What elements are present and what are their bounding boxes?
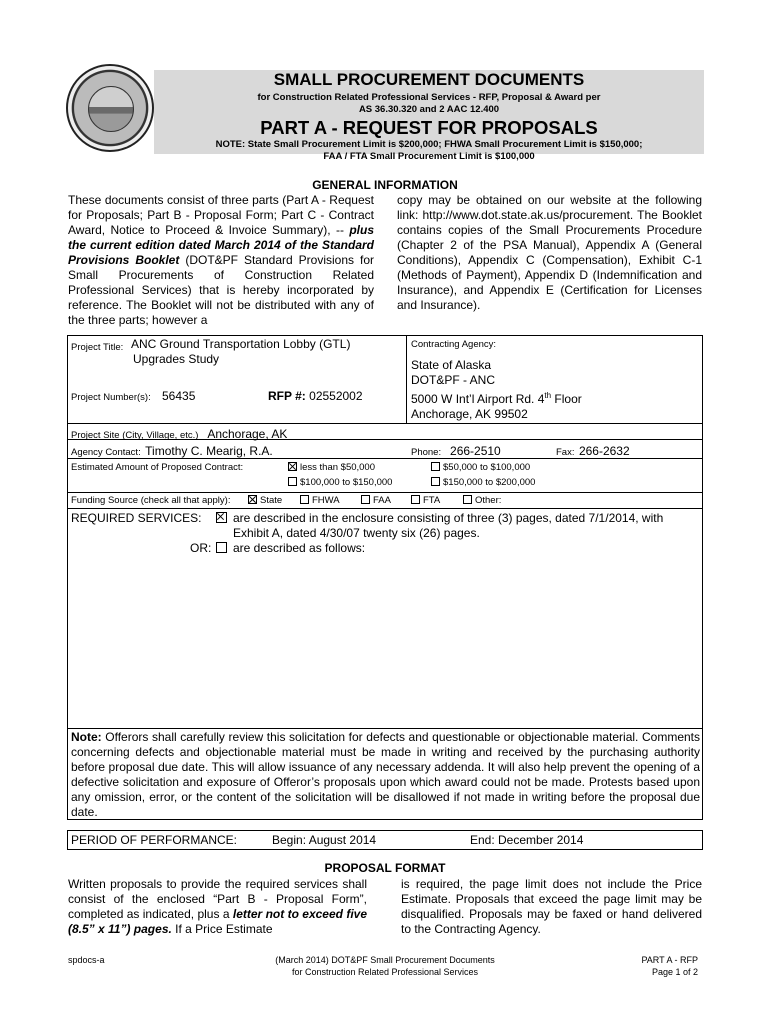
contracting-agency: State of Alaska DOT&PF - ANC 5000 W Int’l Airport Rd. 4th Floor Anchorage, AK 99502 — [411, 358, 582, 421]
period-label: PERIOD OF PERFORMANCE: — [71, 833, 238, 847]
general-info-right: copy may be obtained on our website at the following link: http://www.dot.state.ak.us/procurement. The Booklet contains copies of the Small Procurements Procedure (Chapter 2 of the PSA Manual), Appendix A (General Conditions), Appendix C (Compensation), Exhibit C-1 (Methods of Payment), Appendix D (Indemnification and Insurance), and Appendix E (Certification for Licenses and Insurance). — [397, 193, 702, 312]
agency-phone: Phone: 266-2510 — [411, 444, 501, 458]
rfp-number: RFP #: 02552002 — [268, 389, 363, 403]
project-title: ANC Ground Transportation Lobby (GTL) Upgrades Study — [131, 337, 351, 366]
general-info-left: These documents consist of three parts (Part A - Request for Proposals; Part B - Proposal Form; Part C - Contract Award, Notice to Proceed & Invoice Summary), -- plus the current edition dated March 2014 of the Standard Provisions Booklet (DOT&PF Standard Provisions for Small Procurements of Construction Related Professional Services) that is hereby incorporated by reference. The Booklet will not be distributed with any of the three parts; however a — [68, 193, 374, 327]
agency-fax: Fax: 266-2632 — [556, 444, 630, 458]
or-checkbox[interactable] — [216, 541, 230, 555]
or-label: OR: — [190, 541, 212, 555]
funding-label: Funding Source (check all that apply): — [71, 495, 231, 506]
proposal-format-right: is required, the page limit does not include the Price Estimate. Proposals that exceed the page limit may be disqualified. Proposals may be faxed or hand delivered to the Contracting Agency. — [401, 877, 702, 936]
funding-other[interactable]: Other: — [463, 495, 501, 506]
estimate-option-1[interactable]: less than $50,000 — [288, 462, 375, 473]
funding-faa[interactable]: FAA — [361, 495, 391, 506]
note-text: Note: Offerors shall carefully review this solicitation for defects and questionable or objectionable material. Comments concerning defects and objectionable material must be made in writing and received by the purchasing authority before proposal due date. This will allow issuance of any necessary addenda. It will also help prevent the opening of a defective solicitation and exposure of Offeror’s proposals upon which award could not be made. Protests based upon any omission, error, or the content of the solicitation will be disallowed if not made in writing before the proposal due date. — [71, 730, 700, 819]
part-title: PART A - REQUEST FOR PROPOSALS — [260, 117, 598, 138]
footer-center: (March 2014) DOT&PF Small Procurement Documents for Construction Related Professional Services — [275, 955, 495, 977]
estimate-label: Estimated Amount of Proposed Contract: — [71, 462, 244, 473]
general-info-heading: GENERAL INFORMATION — [312, 178, 458, 192]
footer-right: PART A - RFP Page 1 of 2 — [641, 955, 698, 977]
funding-fhwa[interactable]: FHWA — [300, 495, 340, 506]
estimate-option-4[interactable]: $150,000 to $200,000 — [431, 477, 535, 488]
project-number-label: Project Number(s): — [71, 392, 151, 403]
limit-note: NOTE: State Small Procurement Limit is $200,000; FHWA Small Procurement Limit is $150,000; FAA / FTA Small Procurement Limit is $100,000 — [215, 139, 643, 162]
required-services-text: are described in the enclosure consisting of three (3) pages, dated 7/1/2014, with Exhibit A, dated 4/30/07 twenty six (26) pages. — [233, 511, 664, 540]
proposal-format-heading: PROPOSAL FORMAT — [324, 861, 446, 875]
period-begin: Begin: August 2014 — [272, 833, 377, 847]
estimate-option-2[interactable]: $50,000 to $100,000 — [431, 462, 530, 473]
footer-left: spdocs-a — [68, 955, 105, 965]
required-services-or-text: are described as follows: — [233, 541, 366, 555]
contracting-agency-label: Contracting Agency: — [411, 339, 497, 350]
project-site: Project Site (City, Village, etc.) Anchorage, AK — [71, 427, 288, 441]
funding-state[interactable]: State — [248, 495, 282, 506]
estimate-option-3[interactable]: $100,000 to $150,000 — [288, 477, 392, 488]
project-title-label: Project Title: — [71, 342, 124, 353]
agency-contact: Agency Contact: Timothy C. Mearig, R.A. — [71, 444, 273, 458]
proposal-format-left: Written proposals to provide the required services shall consist of the enclosed “Part B - Proposal Form”, completed as indicated, plus a letter not to exceed five (8.5” x 11”) pages. If a Price Estimate — [68, 877, 367, 936]
required-services-checkbox[interactable] — [216, 511, 230, 525]
required-services-label: REQUIRED SERVICES: — [71, 511, 202, 525]
period-end: End: December 2014 — [470, 833, 584, 847]
required-services-box — [67, 508, 703, 729]
state-seal-logo — [66, 64, 154, 152]
project-number: 56435 — [162, 389, 196, 403]
document-title: SMALL PROCUREMENT DOCUMENTS — [273, 70, 585, 89]
funding-fta[interactable]: FTA — [411, 495, 440, 506]
document-subtitle: for Construction Related Professional Services - RFP, Proposal & Award per AS 36.30.320 and 2 AAC 12.400 — [257, 92, 601, 115]
